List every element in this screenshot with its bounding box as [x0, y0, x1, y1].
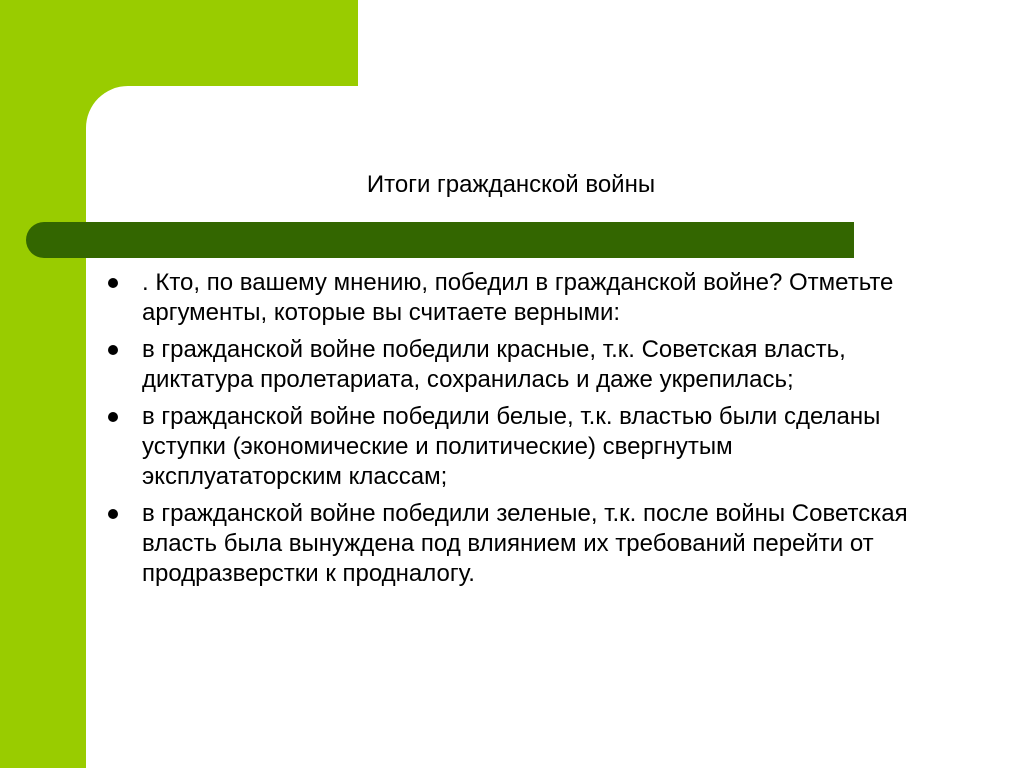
bullet-dot-icon [108, 509, 118, 519]
bullet-dot-icon [108, 345, 118, 355]
bullet-list [100, 268, 920, 596]
bullet-item-question [100, 268, 920, 328]
slide-title: Итоги гражданской войны [366, 171, 656, 198]
bullet-text: в гражданской войне победили белые, т.к. властью были сделаны уступки (экономические и политические) свергнутым эксплуататорским классам; [142, 403, 881, 490]
bullet-dot-icon [108, 412, 118, 422]
bullet-dot-icon [108, 278, 118, 288]
title-divider-bar [26, 222, 854, 258]
bullet-item-whites [100, 402, 920, 492]
bullet-text: в гражданской войне победили зеленые, т.к. после войны Советская власть была вынуждена под влиянием их требований перейти от продразверстки к продналогу. [142, 500, 908, 587]
bullet-text: в гражданской войне победили красные, т.к. Советская власть, диктатура пролетариата, сохранилась и даже укрепилась; [142, 336, 846, 393]
bullet-item-reds [100, 335, 920, 395]
bullet-item-greens [100, 499, 920, 589]
bullet-text: . Кто, по вашему мнению, победил в гражданской войне? Отметьте аргументы, которые вы считаете верными: [142, 269, 894, 326]
